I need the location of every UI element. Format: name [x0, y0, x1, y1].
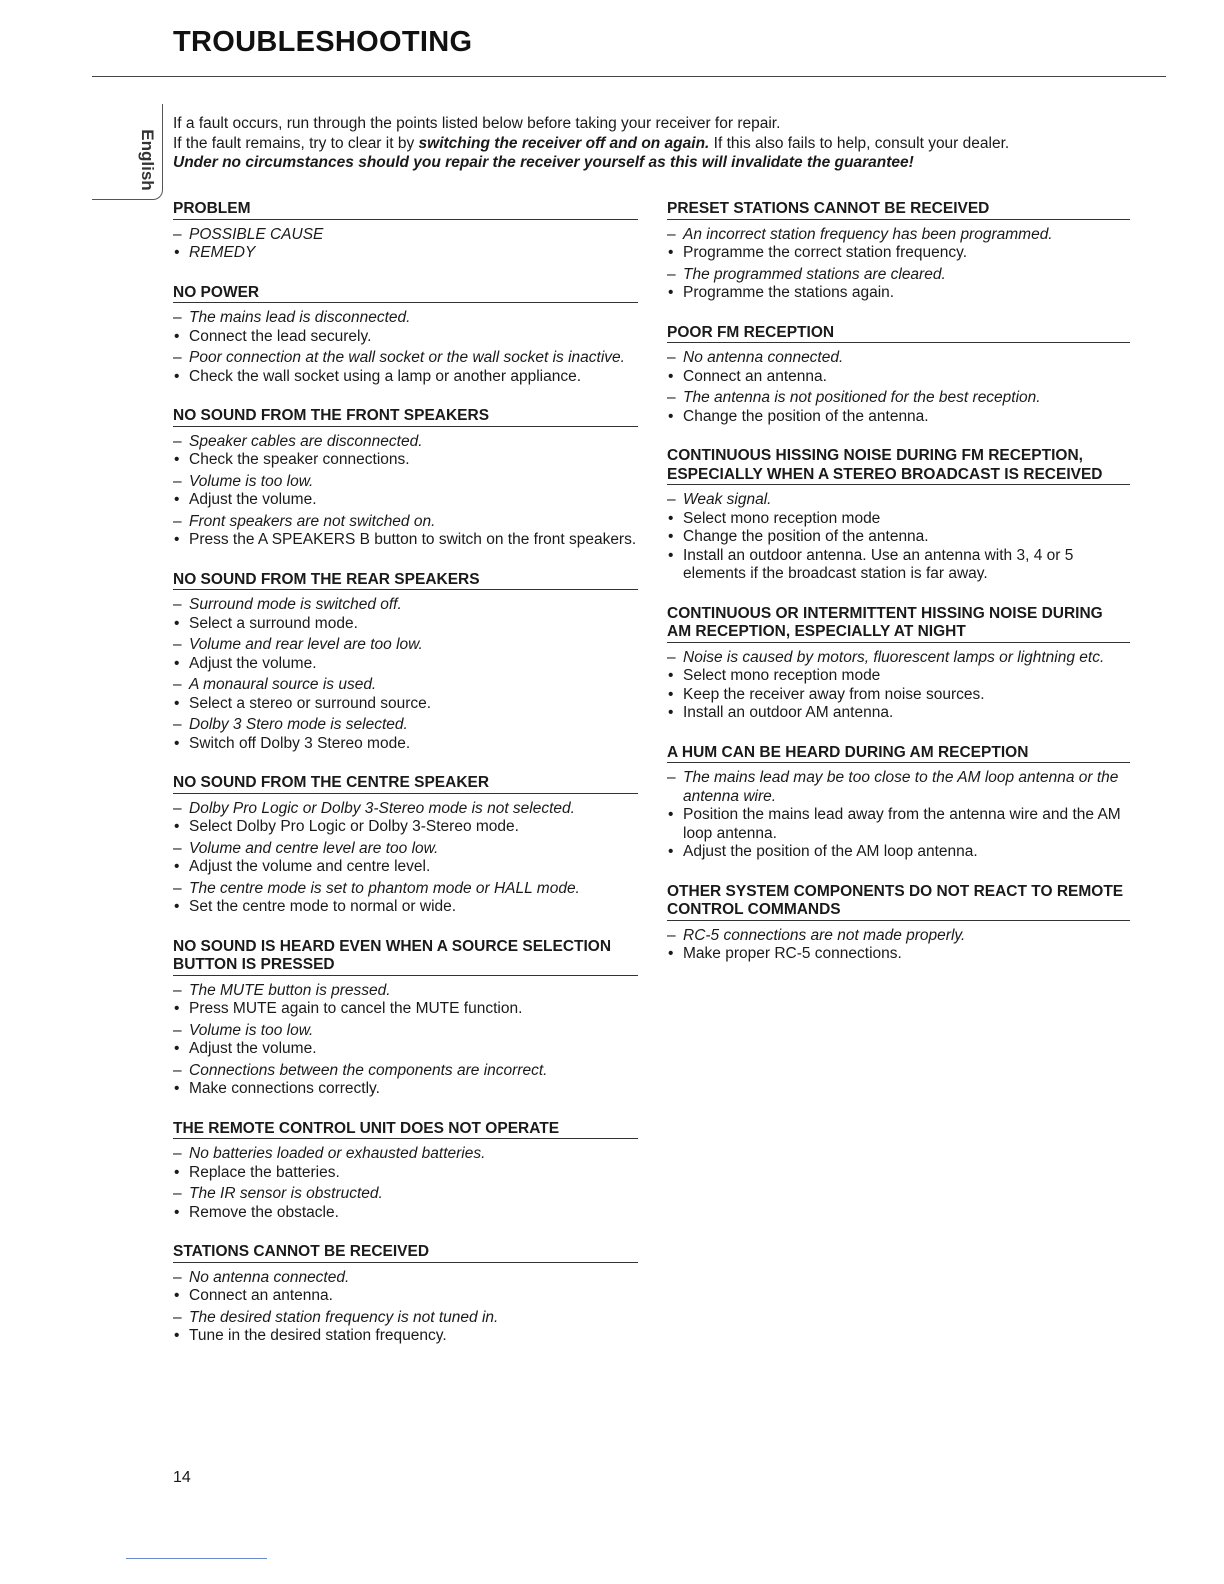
problem-section: [173, 774, 638, 917]
intro-line-2-emphasis: switching the receiver off and on again.: [418, 134, 710, 152]
remedy: • Adjust the volume.: [173, 491, 638, 510]
legend-cause: – POSSIBLE CAUSE: [173, 226, 638, 245]
remedy: • Select a surround mode.: [173, 615, 638, 634]
remedy: • Position the mains lead away from the antenna wire and the AM loop antenna.: [667, 806, 1130, 843]
problem-section: [667, 447, 1130, 584]
problem-section: [173, 407, 638, 550]
possible-cause: – Noise is caused by motors, fluorescent lamps or lightning etc.: [667, 649, 1130, 668]
intro-line-2-end: If this also fails to help, consult your dealer.: [709, 134, 1010, 152]
possible-cause: – The mains lead may be too close to the AM loop antenna or the antenna wire.: [667, 769, 1130, 806]
language-tab-label: English: [138, 129, 157, 191]
problem-title: A HUM CAN BE HEARD DURING AM RECEPTION: [667, 744, 1130, 764]
remedy: • Change the position of the antenna.: [667, 408, 1130, 427]
possible-cause: – Volume and centre level are too low.: [173, 840, 638, 859]
remedy: • Install an outdoor antenna. Use an antenna with 3, 4 or 5 elements if the broadcast station is far away.: [667, 547, 1130, 584]
problem-title: STATIONS CANNOT BE RECEIVED: [173, 1243, 638, 1263]
remedy: • Programme the correct station frequency.: [667, 244, 1130, 263]
possible-cause: – No antenna connected.: [667, 349, 1130, 368]
left-sections: [173, 284, 638, 1346]
intro-line-2-start: If the fault remains, try to clear it by: [173, 134, 419, 152]
problem-section: [667, 324, 1130, 427]
possible-cause: – Front speakers are not switched on.: [173, 513, 638, 532]
remedy: • Set the centre mode to normal or wide.: [173, 898, 638, 917]
remedy: • Press MUTE again to cancel the MUTE function.: [173, 1000, 638, 1019]
remedy: • Install an outdoor AM antenna.: [667, 704, 1130, 723]
problem-title: NO SOUND IS HEARD EVEN WHEN A SOURCE SELECTION BUTTON IS PRESSED: [173, 938, 638, 976]
possible-cause: – Volume and rear level are too low.: [173, 636, 638, 655]
possible-cause: – Weak signal.: [667, 491, 1130, 510]
possible-cause: – Speaker cables are disconnected.: [173, 433, 638, 452]
title-divider: [92, 76, 1166, 77]
intro-line-2: [173, 134, 1163, 154]
remedy: • Connect an antenna.: [173, 1287, 638, 1306]
problem-section: [667, 605, 1130, 723]
remedy: • Adjust the position of the AM loop antenna.: [667, 843, 1130, 862]
remedy: • Connect the lead securely.: [173, 328, 638, 347]
possible-cause: – Dolby 3 Stero mode is selected.: [173, 716, 638, 735]
remedy: • Tune in the desired station frequency.: [173, 1327, 638, 1346]
remedy: • Remove the obstacle.: [173, 1204, 638, 1223]
possible-cause: – RC-5 connections are not made properly.: [667, 927, 1130, 946]
possible-cause: – The MUTE button is pressed.: [173, 982, 638, 1001]
intro-text: [173, 114, 1163, 173]
possible-cause: – The desired station frequency is not tuned in.: [173, 1309, 638, 1328]
possible-cause: – Dolby Pro Logic or Dolby 3-Stereo mode is not selected.: [173, 800, 638, 819]
problem-section: [667, 200, 1130, 303]
remedy: • Keep the receiver away from noise sources.: [667, 686, 1130, 705]
remedy: • Make proper RC-5 connections.: [667, 945, 1130, 964]
remedy: • Check the speaker connections.: [173, 451, 638, 470]
problem-title: OTHER SYSTEM COMPONENTS DO NOT REACT TO REMOTE CONTROL COMMANDS: [667, 883, 1130, 921]
problem-title: CONTINUOUS HISSING NOISE DURING FM RECEPTION, ESPECIALLY WHEN A STEREO BROADCAST IS RECEIVED: [667, 447, 1130, 485]
left-column: [173, 200, 638, 1367]
problem-title: PRESET STATIONS CANNOT BE RECEIVED: [667, 200, 1130, 220]
intro-line-1: If a fault occurs, run through the points listed below before taking your receiver for repair.: [173, 115, 781, 132]
remedy: • Adjust the volume.: [173, 1040, 638, 1059]
problem-section: [173, 1243, 638, 1346]
possible-cause: – No batteries loaded or exhausted batteries.: [173, 1145, 638, 1164]
remedy: • Select a stereo or surround source.: [173, 695, 638, 714]
problem-section: [667, 744, 1130, 862]
problem-title: THE REMOTE CONTROL UNIT DOES NOT OPERATE: [173, 1120, 638, 1140]
possible-cause: – No antenna connected.: [173, 1269, 638, 1288]
problem-title: POOR FM RECEPTION: [667, 324, 1130, 344]
problem-title: NO SOUND FROM THE FRONT SPEAKERS: [173, 407, 638, 427]
problem-section: [173, 1120, 638, 1223]
remedy: • Adjust the volume.: [173, 655, 638, 674]
remedy: • Change the position of the antenna.: [667, 528, 1130, 547]
problem-title: CONTINUOUS OR INTERMITTENT HISSING NOISE DURING AM RECEPTION, ESPECIALLY AT NIGHT: [667, 605, 1130, 643]
remedy: • Make connections correctly.: [173, 1080, 638, 1099]
right-sections: [667, 200, 1130, 964]
possible-cause: – An incorrect station frequency has been programmed.: [667, 226, 1130, 245]
remedy: • Switch off Dolby 3 Stereo mode.: [173, 735, 638, 754]
problem-title: NO SOUND FROM THE REAR SPEAKERS: [173, 571, 638, 591]
remedy: • Connect an antenna.: [667, 368, 1130, 387]
remedy: • Replace the batteries.: [173, 1164, 638, 1183]
remedy: • Adjust the volume and centre level.: [173, 858, 638, 877]
problem-section: [173, 938, 638, 1099]
problem-title: NO SOUND FROM THE CENTRE SPEAKER: [173, 774, 638, 794]
possible-cause: – Connections between the components are incorrect.: [173, 1062, 638, 1081]
remedy: • Programme the stations again.: [667, 284, 1130, 303]
possible-cause: – The mains lead is disconnected.: [173, 309, 638, 328]
possible-cause: – The IR sensor is obstructed.: [173, 1185, 638, 1204]
intro-line-3: [173, 153, 1163, 173]
possible-cause: – The antenna is not positioned for the best reception.: [667, 389, 1130, 408]
legend-remedy: • REMEDY: [173, 244, 638, 263]
page-title: TROUBLESHOOTING: [173, 26, 473, 58]
legend-section: [173, 200, 638, 263]
possible-cause: – Surround mode is switched off.: [173, 596, 638, 615]
problem-title: NO POWER: [173, 284, 638, 304]
scan-artifact-line: [126, 1558, 267, 1559]
remedy: • Select mono reception mode: [667, 667, 1130, 686]
problem-section: [173, 571, 638, 754]
remedy: • Select mono reception mode: [667, 510, 1130, 529]
remedy: • Press the A SPEAKERS B button to switch on the front speakers.: [173, 531, 638, 550]
page-number: 14: [173, 1469, 191, 1486]
possible-cause: – The programmed stations are cleared.: [667, 266, 1130, 285]
remedy: • Select Dolby Pro Logic or Dolby 3-Stereo mode.: [173, 818, 638, 837]
legend-title: PROBLEM: [173, 200, 638, 220]
possible-cause: – The centre mode is set to phantom mode or HALL mode.: [173, 880, 638, 899]
possible-cause: – Volume is too low.: [173, 1022, 638, 1041]
possible-cause: – Volume is too low.: [173, 473, 638, 492]
right-column: [667, 200, 1130, 985]
intro-warning: Under no circumstances should you repair the receiver yourself as this will invalidate the guarantee!: [173, 154, 914, 171]
possible-cause: – Poor connection at the wall socket or the wall socket is inactive.: [173, 349, 638, 368]
problem-section: [667, 883, 1130, 964]
possible-cause: – A monaural source is used.: [173, 676, 638, 695]
problem-section: [173, 284, 638, 387]
remedy: • Check the wall socket using a lamp or another appliance.: [173, 368, 638, 387]
